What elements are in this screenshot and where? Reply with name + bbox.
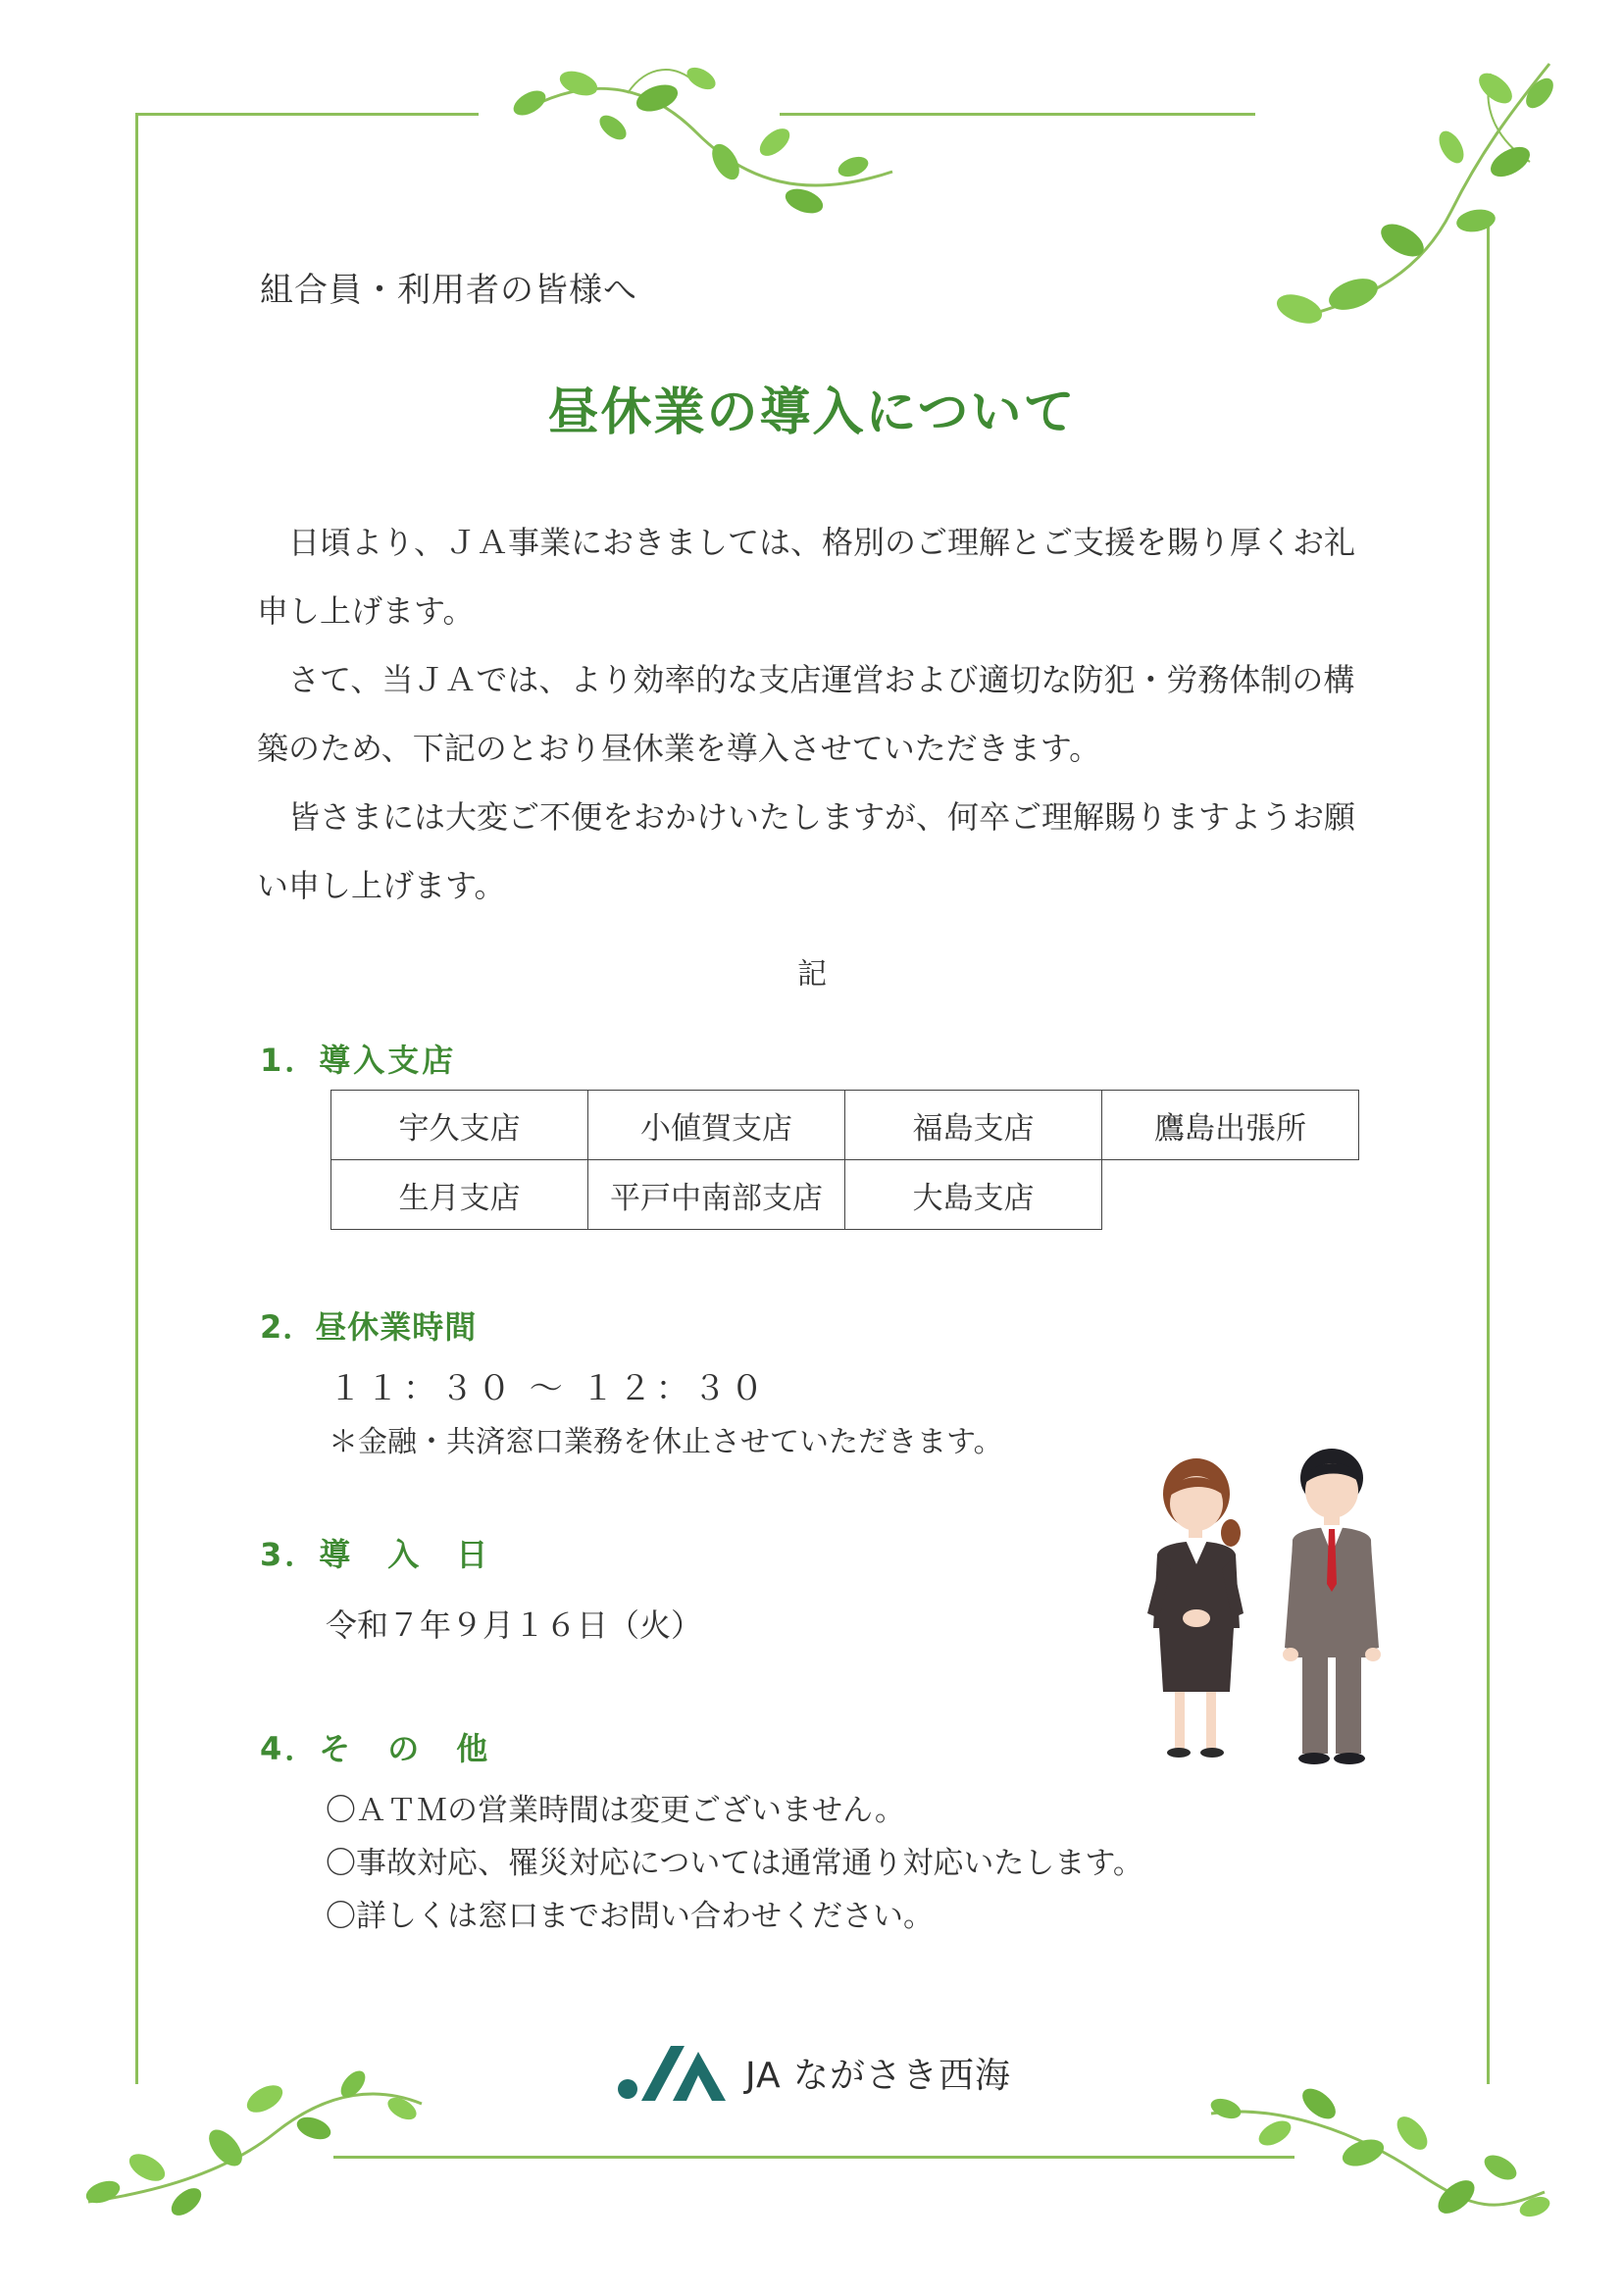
section-1-heading: 1．導入支店: [260, 1042, 457, 1079]
hours-time: １１：３０ ～ １２：３０: [329, 1369, 768, 1408]
frame-bottom: [333, 2156, 1294, 2159]
branch-cell: 鷹島出張所: [1102, 1091, 1359, 1160]
ja-logo-icon: [616, 2042, 730, 2103]
male-staff-figure: [1283, 1449, 1381, 1764]
footer-logo: [616, 2042, 1011, 2103]
paragraph-2: さて、当ＪＡでは、より効率的な支店運営および適切な防犯・労務体制の構築のため、下記のとおり昼休業を導入させていただきます。: [257, 661, 1355, 767]
vine-top-right-icon: [1255, 54, 1569, 348]
intro-paragraphs: [257, 508, 1375, 920]
section-3-heading: 3．導 入 日: [260, 1536, 491, 1573]
branch-cell: 小値賀支店: [588, 1091, 845, 1160]
vine-top-center-icon: [510, 54, 902, 230]
org-name: JA ながさき西海: [745, 2055, 1012, 2096]
branch-cell: 福島支店: [845, 1091, 1102, 1160]
page-title: 昼休業の導入について: [547, 383, 1077, 442]
table-row: [331, 1160, 1359, 1230]
vine-bottom-left-icon: [78, 2055, 431, 2231]
bowing-staff-illustration: [1138, 1427, 1393, 1780]
salutation: 組合員・利用者の皆様へ: [260, 271, 637, 310]
paragraph-1: 日頃より、ＪＡ事業におきましては、格別のご理解とご支援を賜り厚くお礼申し上げます。: [257, 524, 1356, 630]
female-staff-figure: [1147, 1458, 1243, 1758]
frame-right: [1487, 216, 1490, 2084]
branch-table: [330, 1090, 1359, 1230]
vine-bottom-right-icon: [1201, 2074, 1554, 2231]
section-4-heading: 4．そ の 他: [260, 1730, 491, 1767]
paragraph-3: 皆さまには大変ご不便をおかけいたしますが、何卒ご理解賜りますようお願い申し上げます。: [257, 798, 1356, 904]
other-item-3: 〇詳しくは窓口までお問い合わせください。: [326, 1899, 934, 1934]
section-2-heading: 2．昼休業時間: [260, 1308, 478, 1346]
branch-cell: 大島支店: [845, 1160, 1102, 1230]
branch-cell: 生月支店: [331, 1160, 588, 1230]
other-item-1: 〇ＡＴＭの営業時間は変更ございません。: [326, 1793, 905, 1828]
hours-note: ＊金融・共済窓口業務を休止させていただきます。: [329, 1425, 1003, 1459]
branch-cell: 平戸中南部支店: [588, 1160, 845, 1230]
branch-cell: 宇久支店: [331, 1091, 588, 1160]
branch-cell-empty: [1102, 1160, 1359, 1230]
ki-mark: 記: [797, 957, 827, 992]
table-row: [331, 1091, 1359, 1160]
start-date: 令和７年９月１６日（火）: [326, 1606, 703, 1644]
other-item-2: 〇事故対応、罹災対応については通常通り対応いたします。: [326, 1846, 1143, 1881]
frame-top-left: [135, 113, 479, 116]
